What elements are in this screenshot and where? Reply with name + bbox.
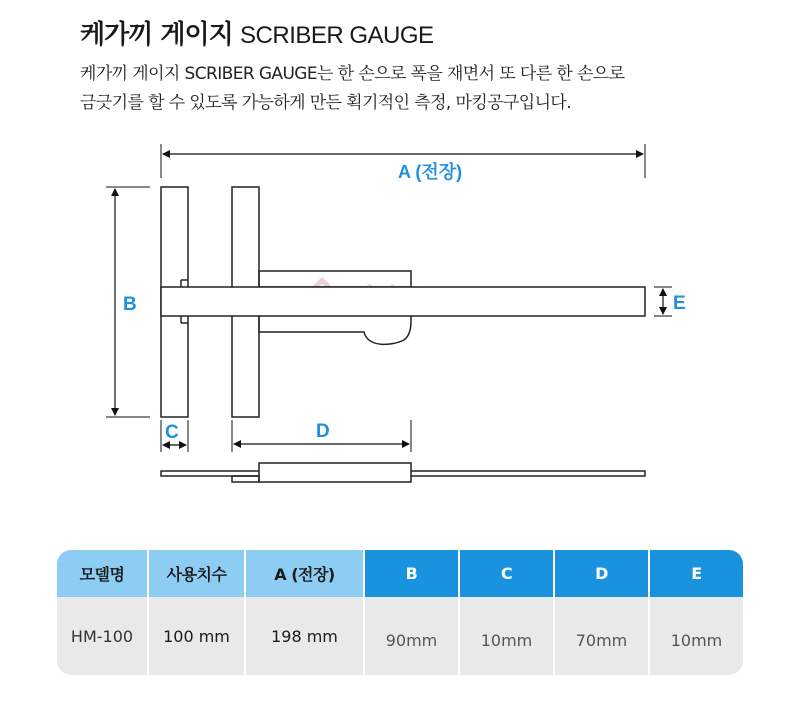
cell-size: 100 mm (149, 597, 246, 675)
table-row (57, 597, 743, 675)
spec-table (57, 550, 743, 675)
title-english: SCRIBER GAUGE (240, 22, 434, 49)
dimension-d (232, 420, 411, 452)
side-clamp (259, 463, 411, 482)
dimension-c (161, 420, 188, 452)
cell-a: 198 mm (246, 597, 365, 675)
dimension-a (161, 144, 645, 182)
lower-clamp (259, 316, 411, 344)
header-c: C (460, 550, 555, 597)
cell-e: 10mm (650, 597, 743, 675)
cell-model: HM-100 (57, 597, 149, 675)
cell-d: 70mm (555, 597, 650, 675)
cell-c: 10mm (460, 597, 555, 675)
label-b: B (123, 294, 137, 315)
dimension-e (654, 287, 686, 316)
description-line-1: 케가끼 게이지 SCRIBER GAUGE는 한 손으로 폭을 재면서 또 다른 한 손으로 (80, 64, 625, 84)
header-size: 사용치수 (149, 550, 246, 597)
label-a: A (전장) (398, 162, 463, 182)
header-d: D (555, 550, 650, 597)
gauge-side-view (161, 463, 645, 482)
main-beam (161, 287, 645, 316)
gauge-front-view (161, 187, 645, 417)
label-d: D (316, 421, 330, 442)
spec-header-row (57, 550, 743, 597)
header-model: 모델명 (57, 550, 149, 597)
side-slider-foot (232, 476, 259, 482)
header-a: A (전장) (246, 550, 365, 597)
title-korean: 케가끼 게이지 (80, 20, 233, 50)
label-e: E (673, 293, 686, 314)
header-b: B (365, 550, 460, 597)
description-line-2: 금긋기를 할 수 있도록 가능하게 만든 획기적인 측정, 마킹공구입니다. (80, 93, 572, 113)
cell-b: 90mm (365, 597, 460, 675)
header-e: E (650, 550, 743, 597)
label-c: C (165, 422, 179, 443)
dimension-b (106, 187, 150, 417)
